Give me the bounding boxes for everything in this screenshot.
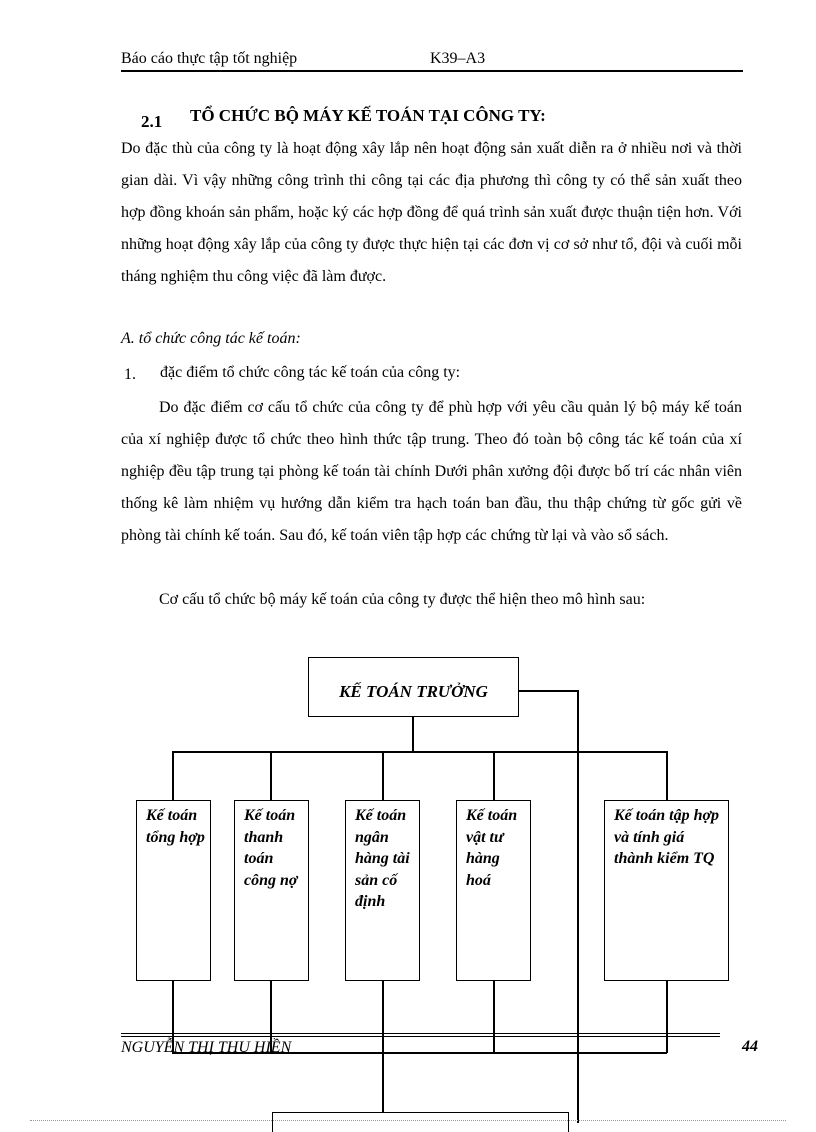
drop-line-3 xyxy=(382,751,384,800)
header-class-code: K39–A3 xyxy=(430,50,486,67)
section-number: 2.1 xyxy=(141,112,163,131)
footer-author: NGUYỄN THỊ THU HIỀN xyxy=(121,1039,292,1056)
unit-box-bank-asset-accounting xyxy=(345,800,420,981)
unit-label-1: Kế toán tổng hợp xyxy=(146,807,205,846)
footer-rule-top xyxy=(121,1033,720,1034)
item-text: đặc điểm tổ chức công tác kế toán của công ty: xyxy=(160,364,461,381)
header-title: Báo cáo thực tập tốt nghiệp xyxy=(121,50,298,67)
horizontal-bus-line xyxy=(172,751,667,753)
chief-down-connector xyxy=(412,717,414,751)
body-paragraph-1: Do đặc điểm cơ cấu tổ chức của công ty để phù hợp với yêu cầu quản lý bộ máy kế toán của xí nghiệp được tổ chức theo hình thức tập trung. Theo đó toàn bộ công tác kế toán của xí nghiệp đều tập trung tại phòng kế toán tài chính Dưới phân xưởng đội được bố trí các nhân viên thống kê làm nhiệm vụ hướng dẫn kiểm tra hạch toán ban đầu, thu thập chứng từ gốc gửi về phòng tài chính kế toán. Sau đó, kế toán viên tập hợp các chứng từ lại và vào sổ sách. xyxy=(121,399,742,544)
drop-line-1 xyxy=(172,751,174,800)
unit-box-materials-accounting xyxy=(456,800,531,981)
item-number: 1. xyxy=(124,366,136,383)
body-paragraph-2: Cơ cấu tổ chức bộ máy kế toán của công ty được thể hiện theo mô hình sau: xyxy=(159,591,646,608)
right-vertical-connector xyxy=(577,690,579,1123)
chief-right-connector xyxy=(519,690,578,692)
unit-box-cost-accounting xyxy=(604,800,729,981)
drop-line-5 xyxy=(666,751,668,800)
drop-line-4 xyxy=(493,751,495,800)
subheading: A. tổ chức công tác kế toán: xyxy=(121,330,301,347)
unit-label-4: Kế toán vật tư hàng hoá xyxy=(466,807,518,889)
header-rule xyxy=(121,70,743,72)
page-number: 44 xyxy=(742,1038,758,1055)
footer-rule-bottom xyxy=(121,1036,720,1037)
intro-paragraph: Do đặc thù của công ty là hoạt động xây lắp nên hoạt động sản xuất diễn ra ở nhiều nơi và thời gian dài. Vì vậy những công trình thi công tại các địa phương thì công ty có thể sản xuất theo hợp đồng khoán sản phẩm, hoặc ký các hợp đồng để quá trình sản xuất được thuận tiện hơn. Với những hoạt động xây lắp của công ty được thực hiện tại các đơn vị cơ sở như tổ, đội và cuối mỗi tháng nghiệm thu công việc đã làm được. xyxy=(121,140,742,285)
chief-accountant-box xyxy=(308,657,519,717)
lower-line-4 xyxy=(493,981,495,1053)
drop-line-2 xyxy=(270,751,272,800)
unit-box-general-accounting xyxy=(136,800,211,981)
unit-box-payment-accounting xyxy=(234,800,309,981)
page-break-dotted-line xyxy=(30,1120,786,1121)
chief-accountant-label: KẾ TOÁN TRƯỞNG xyxy=(339,682,488,701)
unit-label-3: Kế toán ngân hàng tài sản cố định xyxy=(355,807,410,910)
bottom-box-partial xyxy=(272,1112,569,1132)
lower-line-5 xyxy=(666,981,668,1053)
unit-label-5: Kế toán tập hợp và tính giá thành kiểm TQ xyxy=(614,807,720,867)
section-title: TỔ CHỨC BỘ MÁY KẾ TOÁN TẠI CÔNG TY: xyxy=(190,106,546,125)
unit-label-2: Kế toán thanh toán công nợ xyxy=(244,807,298,889)
